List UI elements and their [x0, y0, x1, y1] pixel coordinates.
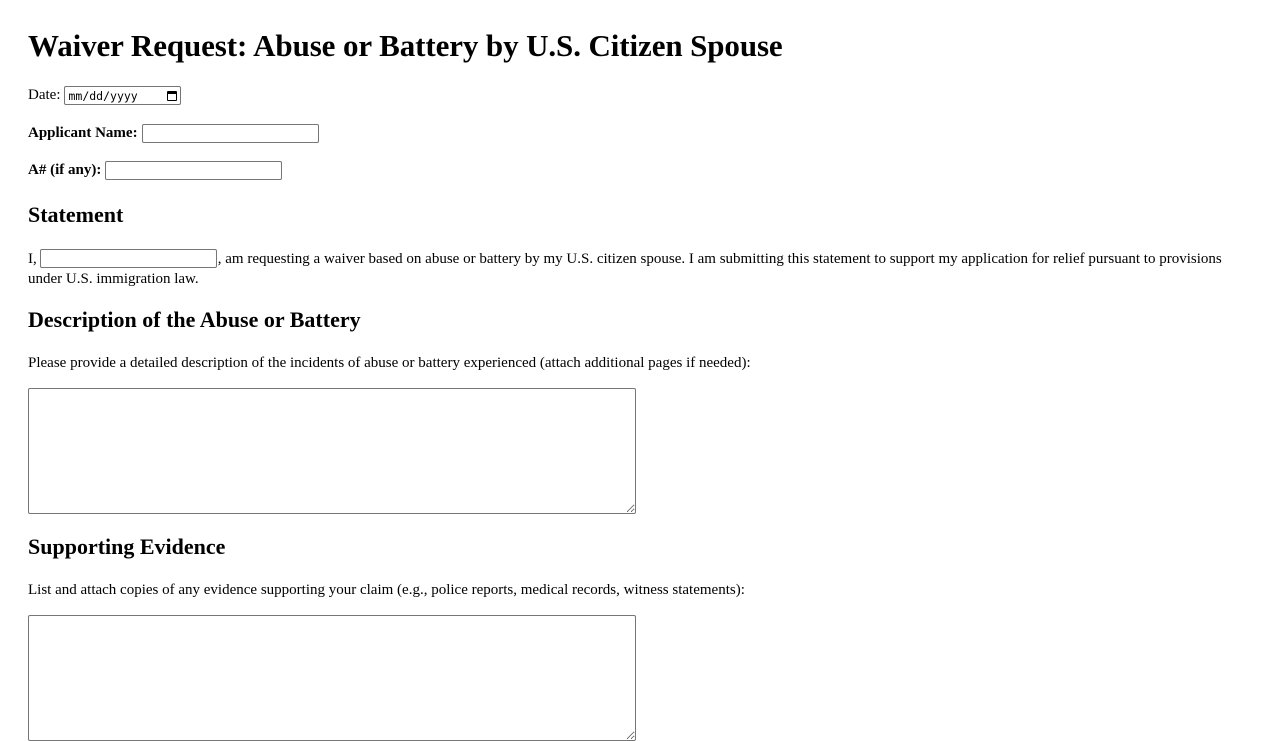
applicant-name-input[interactable]	[142, 124, 319, 143]
statement-heading: Statement	[28, 202, 124, 227]
applicant-name-label: Applicant Name:	[28, 125, 138, 141]
evidence-heading: Supporting Evidence	[28, 534, 226, 559]
date-row	[28, 86, 181, 105]
statement-body: , am requesting a waiver based on abuse or battery by my U.S. citizen spouse. I am submitting this statement to support my application for relief pursuant to provisions under U.S. immigration law.	[28, 251, 1222, 288]
statement-paragraph	[28, 249, 1238, 289]
description-heading: Description of the Abuse or Battery	[28, 307, 361, 332]
evidence-instructions: List and attach copies of any evidence supporting your claim (e.g., police reports, medical records, witness statements):	[28, 582, 745, 598]
statement-prefix: I,	[28, 251, 37, 267]
description-textarea[interactable]	[28, 388, 636, 514]
statement-name-input[interactable]	[40, 249, 217, 268]
calendar-icon[interactable]	[167, 91, 177, 101]
a-number-input[interactable]	[105, 161, 282, 180]
date-input[interactable]	[64, 86, 181, 105]
evidence-textarea[interactable]	[28, 615, 636, 741]
page-title: Waiver Request: Abuse or Battery by U.S. Citizen Spouse	[28, 28, 783, 63]
a-number-row	[28, 161, 282, 180]
applicant-name-row	[28, 124, 319, 143]
date-placeholder: mm/dd/yyyy	[68, 88, 138, 103]
description-instructions: Please provide a detailed description of the incidents of abuse or battery experienced (attach additional pages if needed):	[28, 355, 751, 371]
date-label: Date:	[28, 87, 61, 103]
a-number-label: A# (if any):	[28, 162, 102, 178]
